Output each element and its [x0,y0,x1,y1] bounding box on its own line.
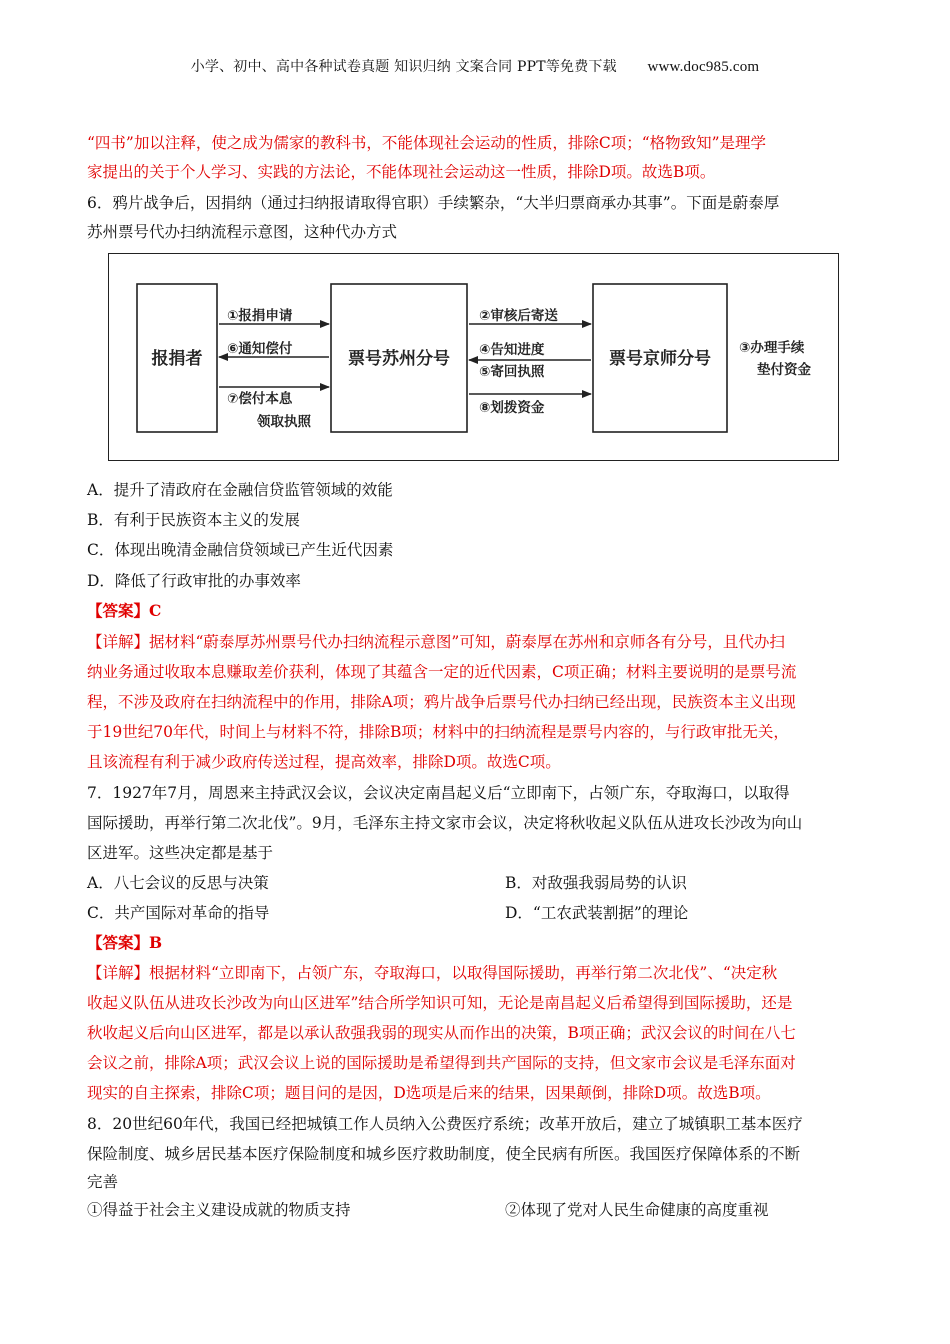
box-jingshi-label: 票号京师分号 [609,349,711,369]
q7-options-row [87,873,862,893]
label-step7: 领取执照 [257,414,311,430]
prev-analysis-line: 家提出的关于个人学习、实践的方法论，不能体现社会运动这一性质，排除D项。故选B项。 [87,163,716,181]
q7-analysis-line: 现实的自主探索，排除C项；题目问的是因，D选项是后来的结果，因果颠倒，排除D项。故选B项。 [87,1084,771,1102]
header-text: 小学、初中、高中各种试卷真题 知识归纳 文案合同 PPT等免费下载 [190,59,617,75]
q8-item-2: ②体现了党对人民生命健康的高度重视 [505,1201,769,1219]
q7-analysis-line: 会议之前，排除A项；武汉会议上说的国际援助是希望得到共产国际的支持，但文家市会议是毛泽东面对 [87,1054,796,1072]
q7-option-c: C．共产国际对革命的指导 [87,904,270,922]
q8-stem-line: 保险制度、城乡居民基本医疗保险制度和城乡医疗救助制度，使全民病有所医。我国医疗保障体系的不断 [87,1145,801,1163]
q7-option-d: D．“工农武装割据”的理论 [505,904,689,922]
q7-analysis-line: 秋收起义后向山区进军，都是以承认敌强我弱的现实从而作出的决策，B项正确；武汉会议的时间在八七 [87,1024,796,1042]
q6-option-a: A．提升了清政府在金融信贷监管领域的效能 [87,481,393,499]
q6-analysis-line: 【详解】据材料“蔚泰厚苏州票号代办扫纳流程示意图”可知，蔚泰厚在苏州和京师各有分号，且代办扫 [87,633,785,651]
page-header [0,56,950,76]
box-applicant-label: 报捐者 [151,349,203,369]
label-step1: ①报捐申请 [227,308,293,324]
q8-items-row [87,1200,862,1220]
label-step4: ④告知进度 [479,342,545,358]
label-step2: ②审核后寄送 [479,308,558,324]
prev-analysis-line: “四书”加以注释，使之成为儒家的教科书，不能体现社会运动的性质，排除C项；“格物致知”是理学 [87,134,767,152]
q8-stem-line: 8．20世纪60年代，我国已经把城镇工作人员纳入公费医疗系统；改革开放后，建立了城镇职工基本医疗 [87,1115,803,1133]
flow-diagram-svg [109,254,840,462]
q7-options-row [87,903,862,923]
q6-option-b: B．有利于民族资本主义的发展 [87,511,300,529]
q6-analysis-line: 程，不涉及政府在扫纳流程中的作用，排除A项；鸦片战争后票号代办扫纳已经出现，民族资本主义出现 [87,693,796,711]
label-step3: 垫付资金 [757,362,811,378]
q7-option-b: B．对敌强我弱局势的认识 [505,874,687,892]
q7-analysis-line: 收起义队伍从进攻长沙改为向山区进军”结合所学知识可知，无论是南昌起义后希望得到国际援助，还是 [87,994,793,1012]
q6-stem-line: 苏州票号代办扫纳流程示意图，这种代办方式 [87,223,398,241]
q8-stem-line: 完善 [87,1173,119,1191]
label-step7: ⑦偿付本息 [227,391,293,407]
q7-stem-line: 国际援助，再举行第二次北伐”。9月，毛泽东主持文家市会议，决定将秋收起义队伍从进攻长沙改为向山 [87,814,803,832]
flow-diagram [108,253,839,461]
label-step3: ③办理手续 [739,340,805,356]
q6-analysis-line: 于19世纪70年代，时间上与材料不符，排除B项；材料中的扫纳流程是票号内容的，与行政审批无关， [87,723,789,741]
label-step5: ⑤寄回执照 [479,364,545,380]
label-step8: ⑧划拨资金 [479,400,545,416]
q7-analysis-line: 【详解】根据材料“立即南下，占领广东，夺取海口，以取得国际援助，再举行第二次北伐”、“决定秋 [87,964,778,982]
q6-option-c: C．体现出晚清金融信贷领域已产生近代因素 [87,541,394,559]
q8-item-1: ①得益于社会主义建设成就的物质支持 [87,1201,351,1219]
q7-stem-line: 区进军。这些决定都是基于 [87,844,274,862]
q6-analysis-line: 纳业务通过收取本息赚取差价获利，体现了其蕴含一定的近代因素，C项正确；材料主要说明的是票号流 [87,663,797,681]
q7-option-a: A．八七会议的反思与决策 [87,874,269,892]
q6-answer: 【答案】C [87,601,162,620]
q7-stem-line: 7．1927年7月，周恩来主持武汉会议，会议决定南昌起义后“立即南下，占领广东，夺取海口，以取得 [87,784,790,802]
q6-analysis-line: 且该流程有利于减少政府传送过程，提高效率，排除D项。故选C项。 [87,753,561,771]
q6-option-d: D．降低了行政审批的办事效率 [87,572,301,590]
box-suzhou-label: 票号苏州分号 [348,349,450,369]
q6-stem-line: 6．鸦片战争后，因捐纳（通过扫纳报请取得官职）手续繁杂，“大半归票商承办其事”。下面是蔚泰厚 [87,194,780,212]
label-step6: ⑥通知偿付 [227,341,293,357]
header-site-link[interactable]: www.doc985.com [647,59,760,75]
q7-answer: 【答案】B [87,933,163,952]
